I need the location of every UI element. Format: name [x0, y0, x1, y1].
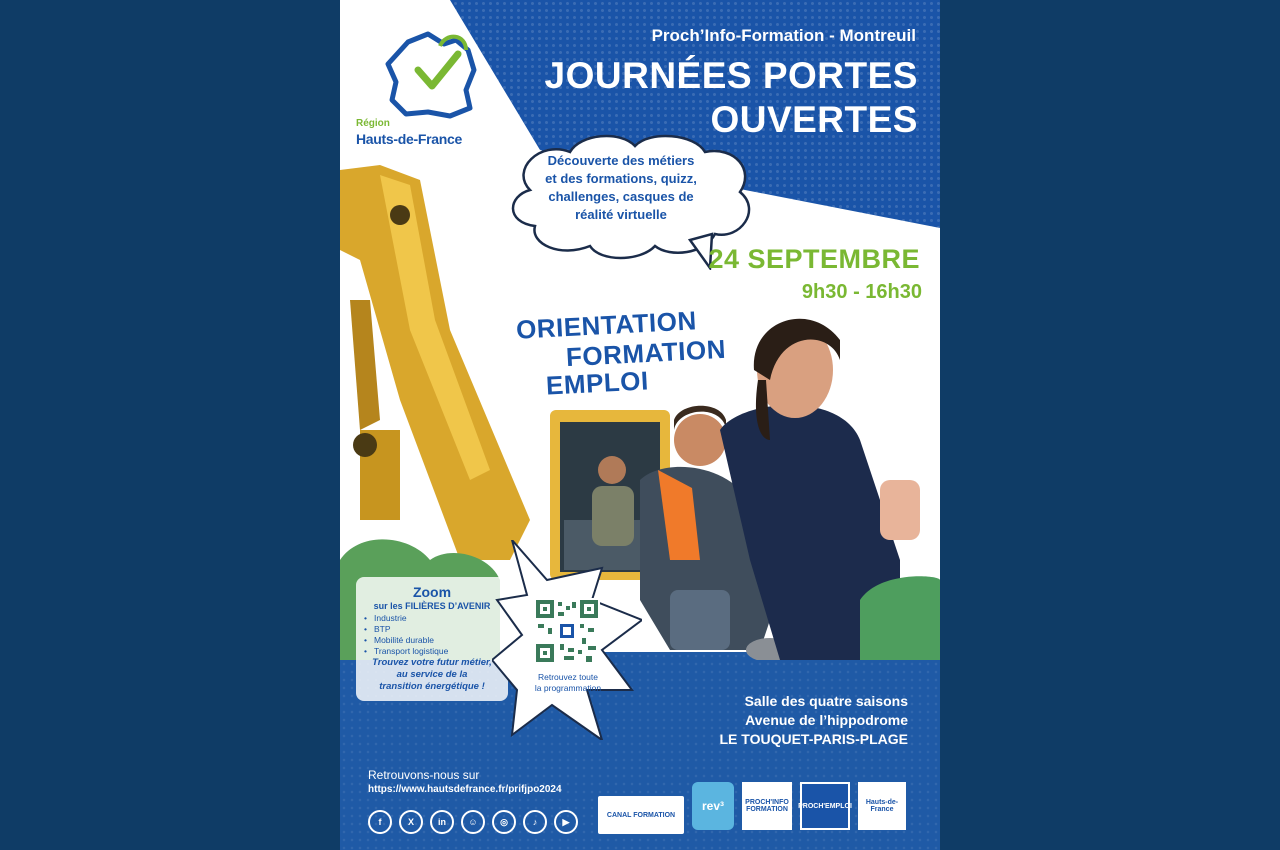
zoom-cta-line-3: transition énergétique !: [379, 681, 485, 692]
cloud-line-3: challenges, casques de: [548, 189, 694, 204]
rev3-logo: [692, 782, 734, 830]
title-line-1: JOURNÉES PORTES: [544, 55, 918, 96]
qr-caption-line-2: la programmation: [534, 683, 602, 693]
zoom-title: Zoom: [412, 584, 452, 600]
footer-url[interactable]: https://www.hautsdefrance.fr/prifjpo2024: [368, 784, 562, 795]
cloud-line-2: et des formations, quizz,: [545, 171, 697, 186]
canal-formation-logo: [598, 796, 684, 834]
prochemploi-label: PROCH'EMPLOI: [798, 802, 852, 810]
zoom-cta-line-1: Trouvez votre futur métier,: [372, 657, 492, 668]
qr-code-icon[interactable]: [534, 598, 600, 664]
event-date: 24 SEPTEMBRE: [708, 244, 920, 274]
region-partner-label: Hauts-de-France: [865, 799, 899, 813]
canal-formation-label: CANAL FORMATION: [606, 811, 676, 819]
rev3-label: rev³: [701, 799, 724, 813]
region-label-small: Région: [356, 118, 390, 129]
facebook-icon[interactable]: f: [368, 810, 392, 834]
youtube-icon[interactable]: ▶: [554, 810, 578, 834]
venue-address: [720, 692, 909, 749]
venue-line-2: Avenue de l’hippodrome: [745, 712, 908, 728]
event-time: 9h30 - 16h30: [801, 281, 922, 303]
cloud-line-1: Découverte des métiers: [547, 153, 695, 168]
region-partner-logo: [858, 782, 906, 830]
zoom-subtitle: sur les FILIÈRES D’AVENIR: [373, 601, 491, 611]
title-line-2: OUVERTES: [710, 99, 918, 140]
list-item: • Industrie: [364, 613, 504, 624]
x-icon[interactable]: X: [399, 810, 423, 834]
social-links: [368, 810, 578, 834]
zoom-list: [364, 613, 504, 657]
prochemploi-logo: [800, 782, 850, 830]
qr-caption-line-1: Retrouvez toute: [537, 672, 598, 682]
list-item: • Transport logistique: [364, 646, 504, 657]
zoom-cta-line-2: au service de la: [396, 669, 468, 680]
venue-line-3: LE TOUQUET-PARIS-PLAGE: [719, 731, 908, 747]
region-label-big: Hauts-de-France: [356, 131, 462, 147]
theme-emploi: EMPLOI: [545, 365, 650, 401]
poster: [340, 0, 940, 850]
snapchat-icon[interactable]: ☺: [461, 810, 485, 834]
prochinfo-label: PROCH'INFO FORMATION: [745, 799, 789, 813]
zoom-cta: [356, 657, 508, 693]
linkedin-icon[interactable]: in: [430, 810, 454, 834]
qr-caption: [524, 672, 612, 694]
poster-title: [545, 54, 918, 142]
instagram-icon[interactable]: ◎: [492, 810, 516, 834]
prochinfo-formation-logo: [742, 782, 792, 830]
footer-retro: Retrouvons-nous sur: [368, 768, 480, 782]
cloud-text: [518, 152, 724, 224]
venue-line-1: Salle des quatre saisons: [744, 693, 908, 709]
theme-formation: FORMATION: [565, 333, 727, 373]
theme-orientation: ORIENTATION: [515, 305, 698, 345]
list-item: • Mobilité durable: [364, 635, 504, 646]
cloud-line-4: réalité virtuelle: [575, 207, 667, 222]
poster-subtitle: Proch’Info-Formation - Montreuil: [651, 26, 916, 45]
tiktok-icon[interactable]: ♪: [523, 810, 547, 834]
list-item: • BTP: [364, 624, 504, 635]
partner-logos: [598, 782, 906, 834]
